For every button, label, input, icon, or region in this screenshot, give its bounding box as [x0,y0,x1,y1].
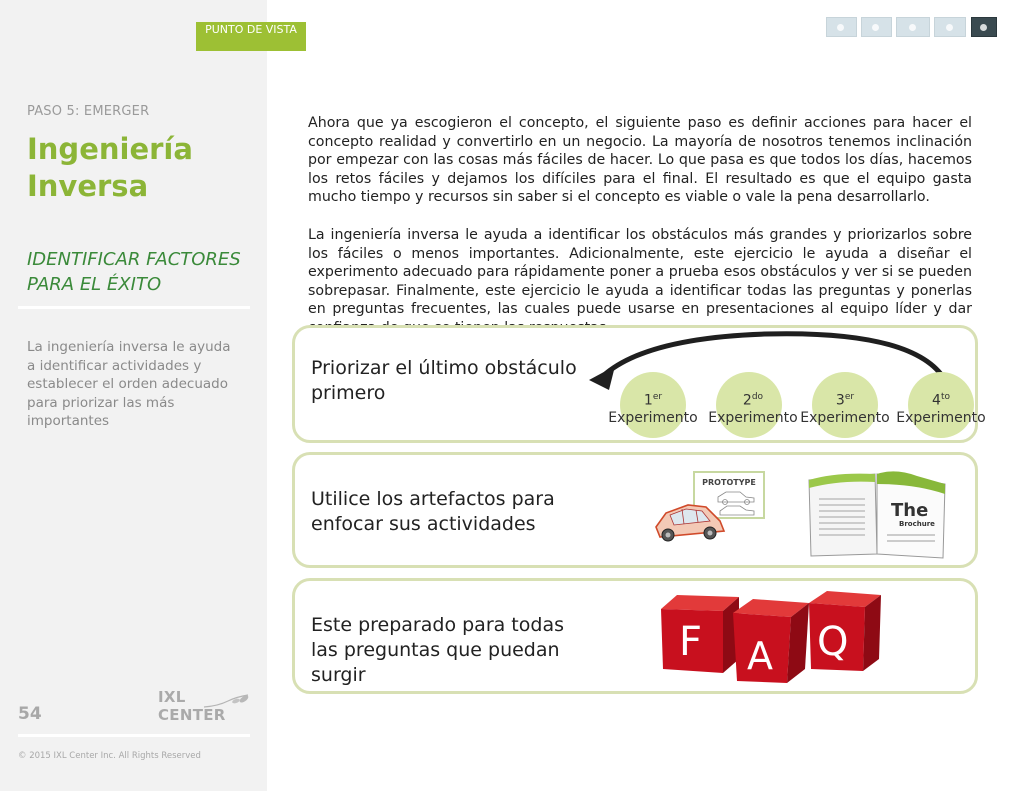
intro-paragraph: Ahora que ya escogieron el concepto, el siguiente paso es definir acciones para hacer el concepto realidad y convertirlo en un negocio. La mayoría de nosotros tenemos inclinación por empezar con las cosas más fáciles de hacer. Lo que pasa es que todos los días, hacemos los retos fáciles y dejamos los difíciles para el final. El resultado es que el equipo gasta mucho tiempo y recursos sin saber si el concepto es viable o vale la pena desarrollarlo. [308,115,972,206]
box-text: Este preparado para todas las preguntas que puedan surgir [311,614,564,686]
experiment-label: 3er Experimento [800,392,890,426]
divider [18,306,250,309]
prioritize-box [292,325,986,443]
nav-item-desarrollar[interactable] [934,17,966,37]
nav-item-imaginar[interactable] [896,17,930,37]
copyright: © 2015 IXL Center Inc. All Rights Reserved [18,751,201,761]
brochure-subtitle: Brochure [899,520,935,528]
faq-box [292,578,978,694]
experiment-label: 1er Experimento [608,392,698,426]
step-label: PASO 5: EMERGER [27,104,150,119]
logo-text: IXL CENTER [158,688,226,724]
box-text: Utilice los artefactos para enfocar sus actividades [311,488,555,535]
nav-item-setup[interactable] [826,17,857,37]
nav-dot-icon [909,24,916,31]
nav-dot-icon [980,24,987,31]
nav-dot-icon [837,24,844,31]
section-badge: PUNTO DE VISTA [196,22,306,51]
experiment-label: $2^{do}$ Experimento [708,392,798,426]
sidebar [0,0,267,791]
brochure-icon [805,470,951,560]
faq-letter: F [679,619,703,665]
prototype-label: PROTOTYPE [702,478,756,487]
artifacts-box [292,452,978,568]
nav-item-entender[interactable] [861,17,892,37]
detail-paragraph: La ingeniería inversa le ayuda a identificar los obstáculos más grandes y priorizarlos sobre los fáciles o menos importantes. Adicionalmente, este ejercicio le ayuda a diseñar el experimento adecuado para rápidamente poner a prueba esos obstáculos y ver si se pueden sobrepasar. Finalmente, este ejercicio le ayuda a identificar todas las preguntas y ponerlas en preguntas frecuentes, las cuales puede usarse en presentaciones al equipo líder y dar [308,227,972,318]
faq-letter: Q [817,619,849,665]
page-number: 54 [18,704,42,724]
faq-letter: A [747,634,773,678]
experiment-label: $4^{to}$ Experimento [896,392,986,426]
ixl-logo [158,688,250,724]
brochure-title: The [891,500,929,521]
divider [18,734,250,737]
page-subtitle: IDENTIFICAR FACTORES PARA EL ÉXITO [27,249,241,295]
sidebar-description: La ingeniería inversa le ayuda a identificar actividades y establecer el orden adecuado para priorizar las más importantes [27,339,231,430]
faq-cubes-icon [657,589,887,685]
car-prototype-icon [652,497,728,545]
box-text: Priorizar el último obstáculo primero [311,357,577,404]
nav-dot-icon [946,24,953,31]
nav-dot-icon [872,24,879,31]
nav-item-emerger[interactable] [971,17,997,37]
page-title: Ingeniería Inversa [27,132,193,203]
